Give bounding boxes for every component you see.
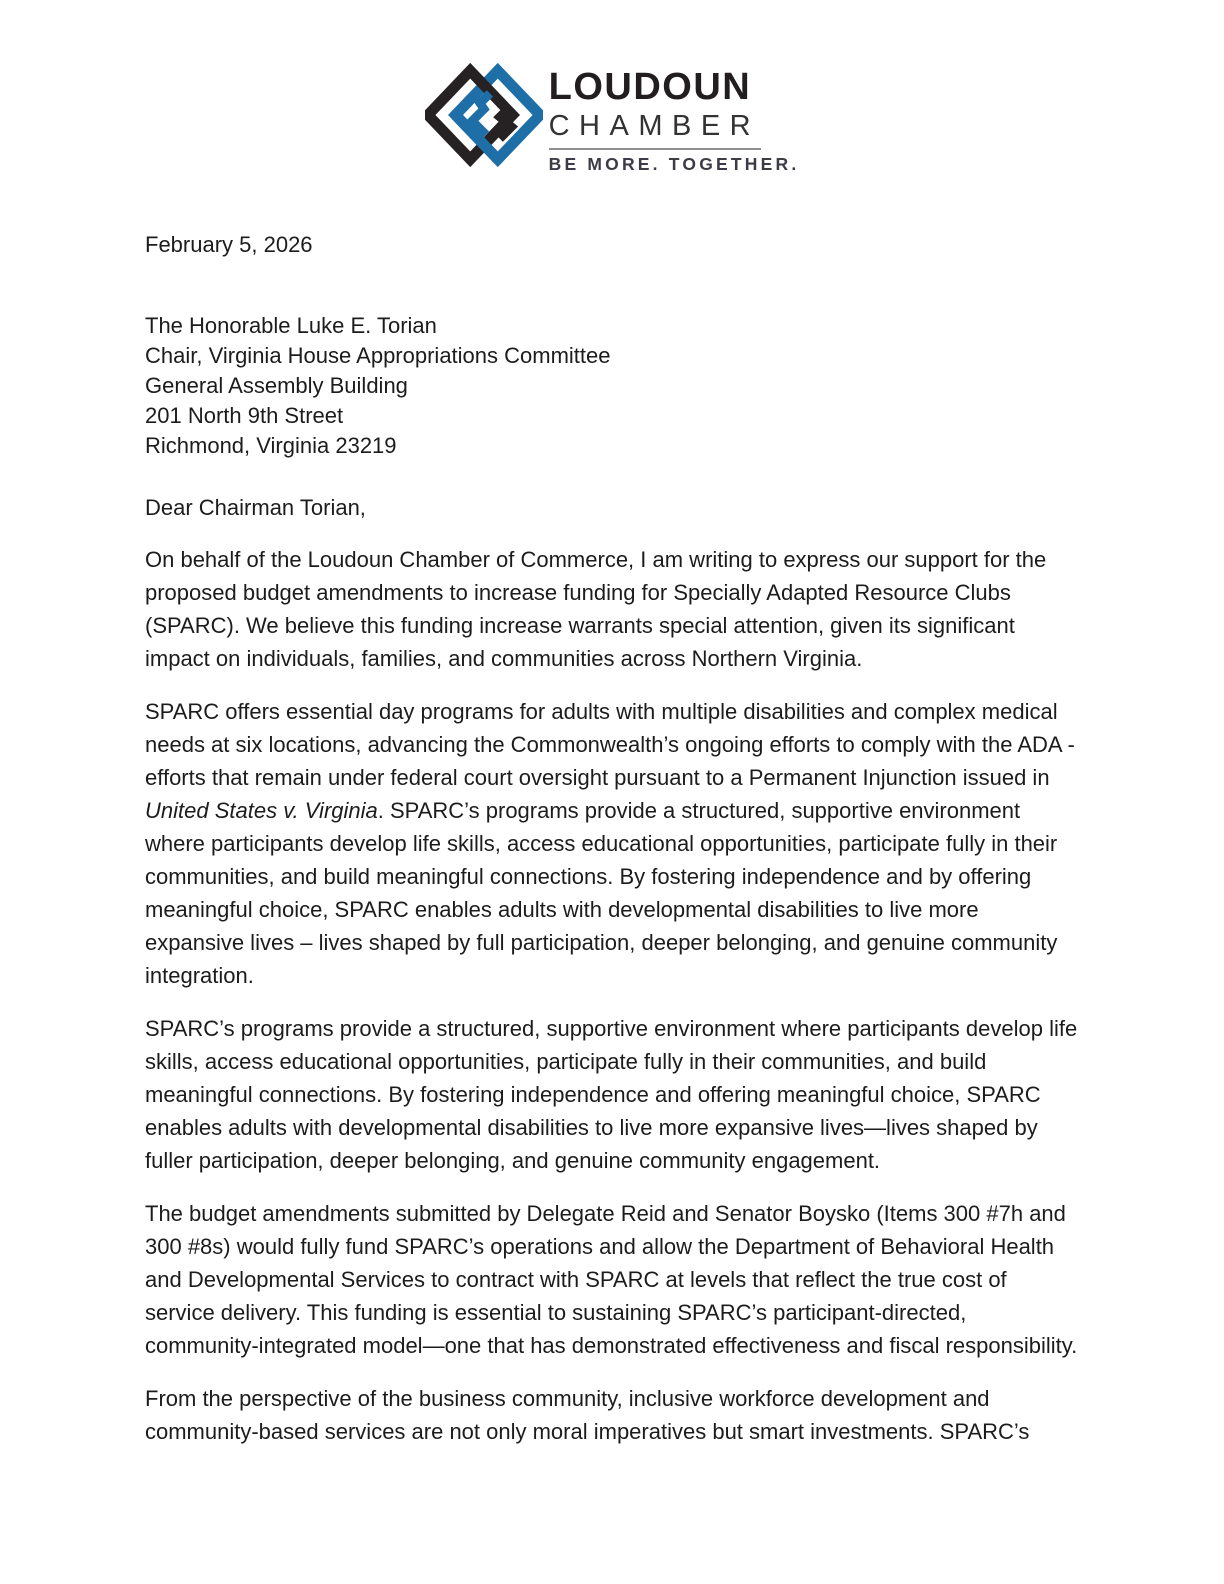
salutation: Dear Chairman Torian, [145,494,366,520]
logo-divider [549,148,761,150]
chamber-diamonds-logo-icon [425,62,543,168]
letterhead [0,0,1224,174]
letter-body [0,230,1224,1448]
paragraph-2-text-continued: . SPARC’s programs provide a structured, supportive environment where participants develop life skills, access educational opportunities, participate fully in their communities, and build meaningful connections. By fostering independence and by offering meaningful choice, SPARC enables adults with developmental disabilities to live more expansive lives – lives shaped by full participation, deeper belonging, and genuine community integration. [145,797,1058,988]
paragraph-3: SPARC’s programs provide a structured, supportive environment where participants develop life skills, access educational opportunities, participate fully in their communities, and build meaningful connections. By fostering independence and offering meaningful choice, SPARC enables adults with developmental disabilities to live more expansive lives—lives shaped by fuller participation, deeper belonging, and genuine community engagement. [145,1015,1078,1173]
logo-name-chamber: CHAMBER [548,110,761,142]
loudoun-chamber-logo [425,62,800,174]
recipient-name: The Honorable Luke E. Torian [145,312,437,338]
logo-tagline: BE MORE. TOGETHER. [548,154,800,174]
paragraph-5: From the perspective of the business community, inclusive workforce development and community-based services are not only moral imperatives but smart investments. SPARC’s [145,1385,1030,1444]
recipient-street: 201 North 9th Street [145,402,344,428]
paragraph-1: On behalf of the Loudoun Chamber of Commerce, I am writing to express our support for the proposed budget amendments to increase funding for Specially Adapted Resource Clubs (SPARC). We believe this funding increase warrants special attention, given its significant impact on individuals, families, and communities across Northern Virginia. [145,546,1047,671]
recipient-address [145,311,1080,461]
recipient-building: General Assembly Building [145,372,408,398]
paragraph-2 [145,695,1080,992]
recipient-city: Richmond, Virginia 23219 [145,432,397,458]
paragraph-4: The budget amendments submitted by Delegate Reid and Senator Boysko (Items 300 #7h and 300 #8s) would fully fund SPARC’s operations and allow the Department of Behavioral Health and Developmental Services to contract with SPARC at levels that reflect the true cost of service delivery. This funding is essential to sustaining SPARC’s participant-directed, community-integrated model—one that has demonstrated effectiveness and fiscal responsibility. [145,1200,1078,1358]
letter-date: February 5, 2026 [145,231,313,257]
logo-wordmark [549,62,800,174]
recipient-title: Chair, Virginia House Appropriations Committee [145,342,611,368]
paragraph-2-text: SPARC offers essential day programs for adults with multiple disabilities and complex medical needs at six locations, advancing the Commonwealth’s ongoing efforts to comply with the ADA - efforts that remain under federal court oversight pursuant to a Permanent Injunction issued in [145,698,1075,790]
case-citation: United States v. Virginia [145,797,378,823]
logo-name-loudoun: LOUDOUN [548,66,752,108]
